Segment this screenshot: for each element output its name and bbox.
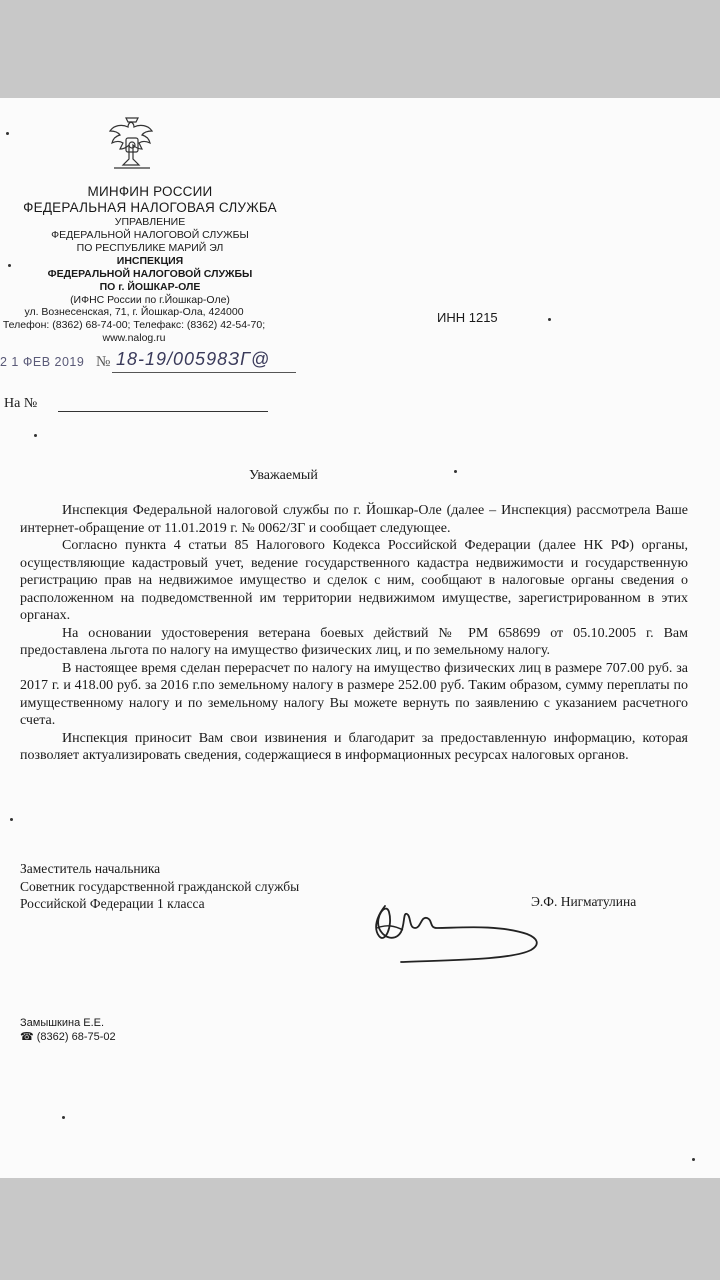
service-title: ФЕДЕРАЛЬНАЯ НАЛОГОВАЯ СЛУЖБА — [23, 200, 277, 215]
contacts-block — [0, 306, 284, 345]
paragraph-2: Согласно пункта 4 статьи 85 Налогового Кодекса Российской Федерации (далее НК РФ) органы, осуществляющие кадастровый учет, ведение государственного кадастра недвижимости и государственную регистрацию прав на недвижимое имущество и сделок с ним, сообщают в налоговые органы сведения о расположенном на подведомственной им территории недвижимом имуществе, зарегистрированном в этих органах. — [20, 538, 688, 623]
dept-line-2: ФЕДЕРАЛЬНОЙ НАЛОГОВОЙ СЛУЖБЫ — [51, 229, 249, 241]
inn-number: ИНН 1215 — [437, 310, 498, 325]
inspection-line-2: ФЕДЕРАЛЬНОЙ НАЛОГОВОЙ СЛУЖБЫ — [47, 268, 253, 280]
paragraph-4: В настоящее время сделан перерасчет по налогу на имущество физических лиц в размере 707.00 руб. за 2017 г. и 418.00 руб. за 2016 г.по земельному налогу в размере 252.00 руб. Таким образом, сумму переплаты по имущественному налогу и по земельному налогу Вы можете вернуть по заявлению с указанием расчетного счета. — [20, 660, 688, 728]
inspection-line-3: ПО г. ЙОШКАР-ОЛЕ — [99, 281, 201, 293]
reference-underline — [58, 411, 268, 412]
top-dark-band — [0, 0, 720, 98]
greeting: Уважаемый — [249, 468, 318, 483]
department-block — [0, 216, 300, 307]
inspection-short-name: (ИФНС России по г.Йошкар-Оле) — [70, 294, 230, 306]
registration-underline — [112, 372, 296, 373]
executor-phone: (8362) 68-75-02 — [36, 1031, 116, 1043]
website: www.nalog.ru — [102, 332, 166, 344]
paragraph-1: Инспекция Федеральной налоговой службы по г. Йошкар-Оле (далее – Инспекция) рассмотрела Ваше интернет-обращение от 11.01.2019 г. № 0062/ЗГ и сообщает следующее. — [20, 503, 688, 536]
reference-label: На № — [4, 396, 38, 411]
scan-speck — [34, 434, 37, 437]
phones: Телефон: (8362) 68-74-00; Телефакс: (8362) 42-54-70; — [2, 319, 266, 331]
number-sign: № — [96, 354, 111, 370]
scan-speck — [62, 1116, 65, 1119]
position-line-3: Российской Федерации 1 класса — [20, 896, 205, 911]
signatory-name: Э.Ф. Нигматулина — [531, 894, 637, 909]
header-block — [0, 184, 300, 216]
scan-speck — [8, 264, 11, 267]
paragraph-3: На основании удостоверения ветерана боевых действий № РМ 658699 от 05.10.2005 г. Вам предоставлена льгота по налогу на имущество физических лиц, и по земельному налогу. — [20, 625, 688, 658]
date-stamp: 2 1 ФЕВ 2019 — [0, 355, 85, 369]
bottom-dark-band — [0, 1178, 720, 1280]
ministry-title: МИНФИН РОССИИ — [87, 184, 213, 199]
position-line-2: Советник государственной гражданской службы — [20, 878, 300, 894]
scan-speck — [6, 132, 9, 135]
letter-body — [20, 502, 688, 765]
registration-number: 18-19/00598ЗГ@ — [116, 349, 271, 369]
letter-page — [0, 98, 720, 1178]
dept-line-1: УПРАВЛЕНИЕ — [114, 216, 186, 228]
scan-speck — [454, 470, 457, 473]
phone-icon: ☎ — [20, 1031, 34, 1043]
position-line-1: Заместитель начальника — [20, 861, 161, 876]
executor-block — [20, 1016, 116, 1044]
inspection-line-1: ИНСПЕКЦИЯ — [116, 255, 184, 267]
scan-speck — [10, 818, 13, 821]
scan-speck — [548, 318, 551, 321]
paragraph-5: Инспекция приносит Вам свои извинения и благодарит за предоставленную информацию, которая позволяет актуализировать сведения, содержащиеся в информационных ресурсах налоговых органов. — [20, 730, 688, 763]
coat-of-arms-icon — [104, 114, 160, 176]
dept-line-3: ПО РЕСПУБЛИКЕ МАРИЙ ЭЛ — [76, 242, 224, 254]
signatory-position — [20, 860, 299, 913]
scan-speck — [692, 1158, 695, 1161]
address: ул. Вознесенская, 71, г. Йошкар-Ола, 424000 — [24, 306, 244, 318]
executor-name: Замышкина Е.Е. — [20, 1017, 105, 1029]
